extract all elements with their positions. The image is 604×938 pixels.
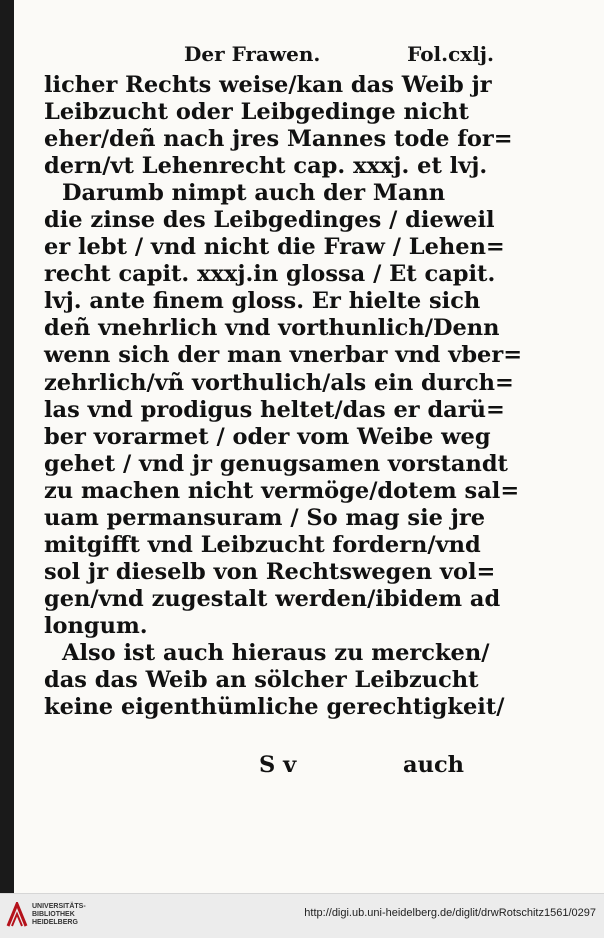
library-name-line: BIBLIOTHEK — [32, 911, 75, 918]
text-line: deñ vnehrlich vnd vorthunlich/Denn — [44, 315, 500, 342]
text-line: Leibzucht oder Leibgedinge nicht — [44, 99, 469, 126]
text-line: dern/vt Lehenrecht cap. xxxj. et lvj. — [44, 153, 488, 180]
text-line: recht capit. xxxj.in glossa / Et capit. — [44, 261, 496, 288]
text-line: Darumb nimpt auch der Mann — [62, 180, 446, 207]
text-line: keine eigenthümliche gerechtigkeit/ — [44, 694, 505, 721]
text-line: uam permansuram / So mag sie jre — [44, 504, 486, 531]
text-line: zehrlich/vñ vorthulich/als ein durch= — [44, 369, 514, 396]
folio-number: Fol.cxlj. — [407, 42, 494, 66]
text-line: gen/vnd zugestalt werden/ibidem ad — [44, 585, 501, 612]
running-header — [184, 42, 494, 72]
viewer-footer — [0, 893, 604, 938]
running-title: Der Frawen. — [184, 42, 321, 66]
text-line: zu machen nicht vermöge/dotem sal= — [44, 477, 520, 504]
text-line: mitgifft vnd Leibzucht fordern/vnd — [44, 531, 481, 558]
signature-mark: S v — [259, 752, 297, 778]
text-line: er lebt / vnd nicht die Fraw / Lehen= — [44, 234, 505, 261]
text-line: sol jr dieselb von Rechtswegen vol= — [44, 558, 496, 585]
text-line: licher Rechts weise/kan das Weib jr — [44, 72, 492, 98]
permalink-url[interactable]: http://digi.ub.uni-heidelberg.de/diglit/drwRotschitz1561/0297 — [304, 907, 596, 919]
text-line: ber vorarmet / oder vom Weibe weg — [44, 423, 491, 450]
library-name-line: HEIDELBERG — [32, 919, 78, 926]
page-body-text — [44, 72, 523, 721]
text-line: wenn sich der man vnerbar vnd vber= — [44, 342, 523, 369]
text-line: gehet / vnd jr genugsamen vorstandt — [44, 450, 508, 477]
text-line: eher/deñ nach jres Mannes tode for= — [44, 126, 513, 153]
signature-line — [44, 752, 464, 782]
text-line: lvj. ante finem gloss. Er hielte sich — [44, 288, 481, 315]
text-line: das das Weib an sölcher Leibzucht — [44, 667, 479, 694]
text-line: longum. — [44, 612, 148, 639]
library-name-line: UNIVERSITÄTS- — [32, 903, 86, 910]
library-name — [32, 903, 86, 927]
catchword: auch — [403, 752, 464, 778]
library-logo-icon — [6, 902, 28, 928]
text-line: las vnd prodigus heltet/das er darü= — [44, 396, 505, 423]
text-line: Also ist auch hieraus zu mercken/ — [62, 639, 490, 666]
book-spine-shadow — [0, 0, 14, 893]
text-line: die zinse des Leibgedinges / dieweil — [44, 207, 495, 234]
